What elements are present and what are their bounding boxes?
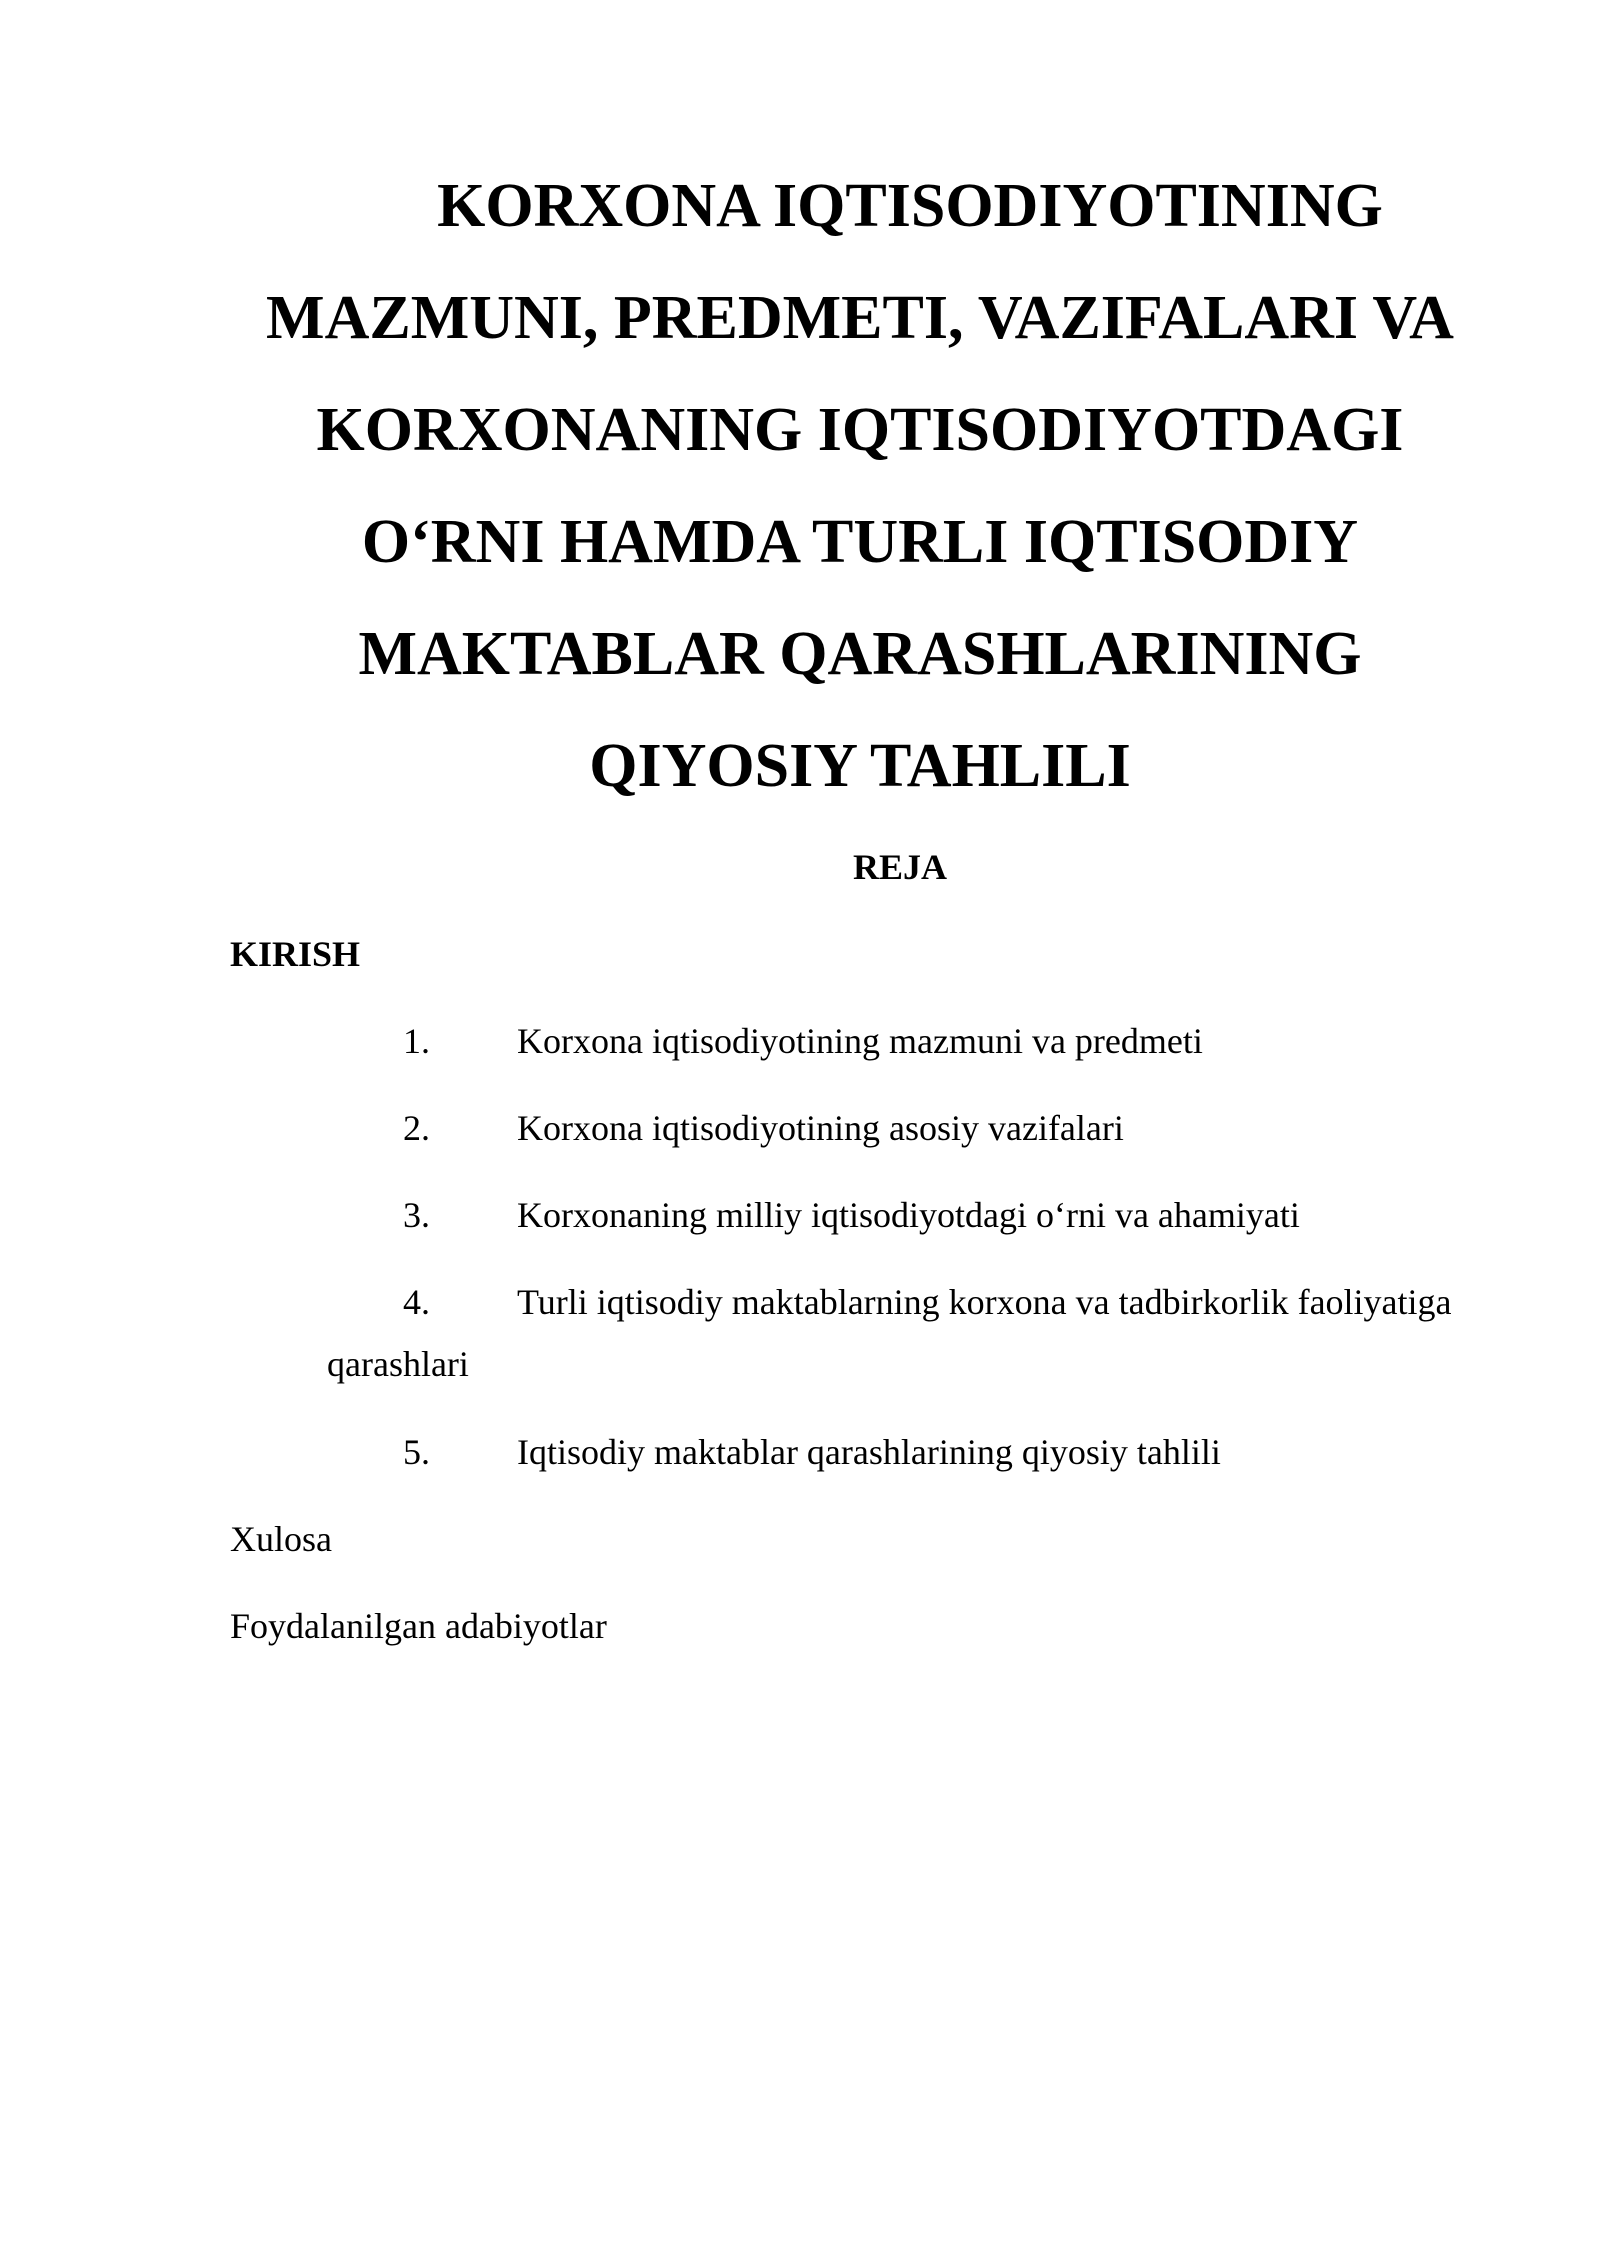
plan-item-text: Korxona iqtisodiyotining asosiy vazifalari xyxy=(517,1108,1124,1148)
plan-item-number: 2. xyxy=(403,1108,430,1148)
conclusion-heading: Xulosa xyxy=(230,1519,332,1559)
intro-heading: KIRISH xyxy=(230,934,361,974)
title-line: O‘RNI HAMDA TURLI IQTISODIY xyxy=(361,508,1359,576)
references-heading: Foydalanilgan adabiyotlar xyxy=(230,1606,607,1646)
title-line: QIYOSIY TAHLILI xyxy=(589,732,1131,800)
title-line: MAKTABLAR QARASHLARINING xyxy=(358,620,1362,688)
plan-item-text: Korxona iqtisodiyotining mazmuni va predmeti xyxy=(517,1021,1203,1061)
plan-item-number: 4. xyxy=(403,1282,430,1322)
document-title xyxy=(230,150,1490,822)
title-line: MAZMUNI, PREDMETI, VAZIFALARI VA xyxy=(266,284,1454,352)
plan-heading: REJA xyxy=(852,847,947,887)
plan-item-number: 5. xyxy=(403,1432,430,1472)
title-line: KORXONA IQTISODIYOTINING xyxy=(437,172,1383,240)
plan-item-text: Turli iqtisodiy maktablarning korxona va tadbirkorlik faoliyatiga xyxy=(517,1282,1452,1322)
plan-item-text: Iqtisodiy maktablar qarashlarining qiyosiy tahlili xyxy=(517,1432,1221,1472)
plan-item-text: Korxonaning milliy iqtisodiyotdagi o‘rni va ahamiyati xyxy=(517,1195,1300,1235)
plan-item-number: 1. xyxy=(403,1021,430,1061)
plan-item-continuation: qarashlari xyxy=(327,1344,469,1384)
plan-item-number: 3. xyxy=(403,1195,430,1235)
title-line: KORXONANING IQTISODIYOTDAGI xyxy=(316,396,1404,464)
